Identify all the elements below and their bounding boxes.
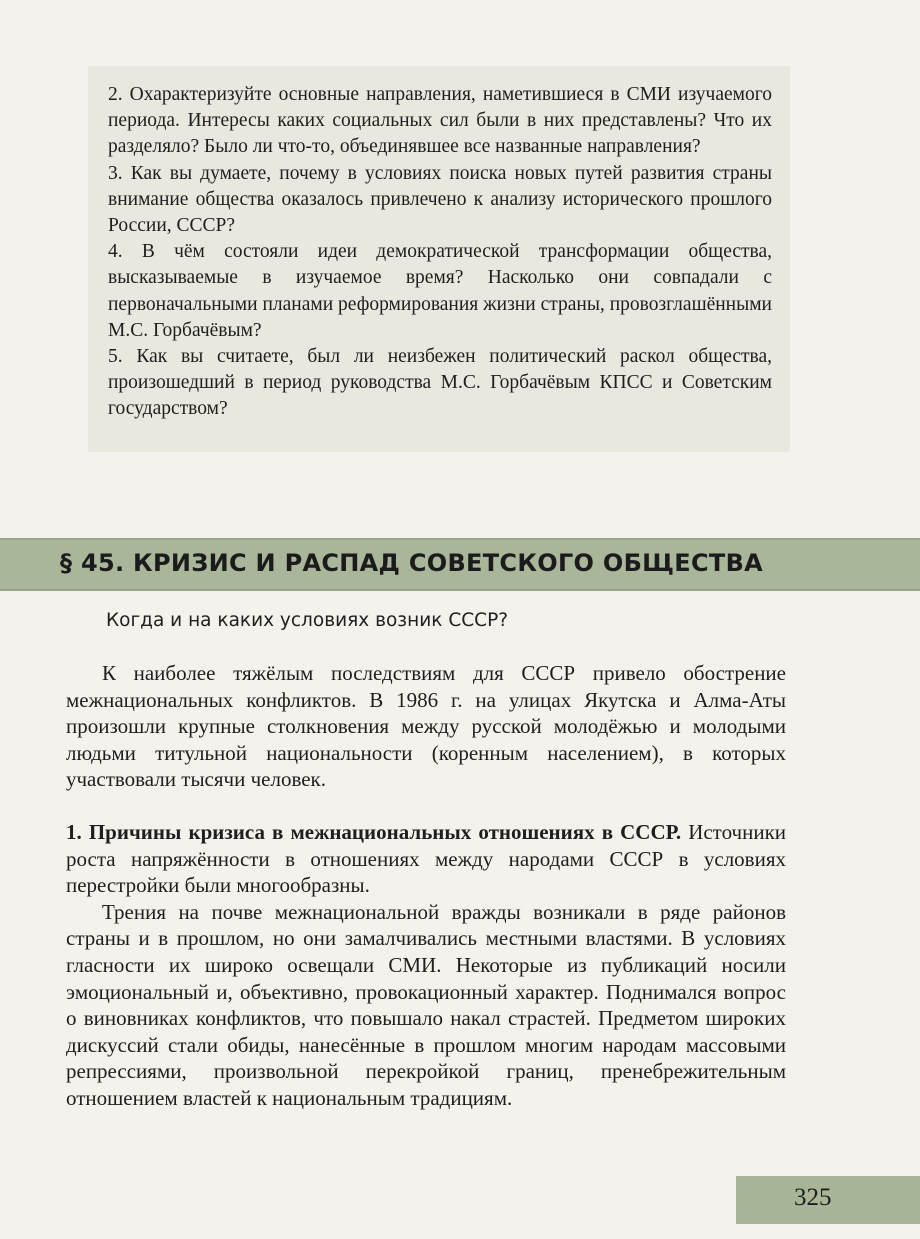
question-item: 3. Как вы думаете, почему в условиях поиска новых путей развития страны внимание общества оказалось привлечено к анализу исторического прошлого России, СССР? [108,162,772,237]
body-paragraph: Трения на почве межнациональной вражды возникали в ряде районов страны и в прошлом, но они замалчивались местными властями. В условиях гласности их широко освещали СМИ. Некоторые из публикаций носили эмоциональный и, объективно, провокационный характер. Поднимался вопрос о виновниках конфликтов, что повышало накал страстей. Предметом широких дискуссий стали обиды, нанесённые в прошлом многим народам массовыми репрессиями, произвольной перекройкой границ, пренебрежительным отношением властей к национальным традициям. [66,899,786,1110]
intro-paragraph: К наиболее тяжёлым последствиям для СССР привело обострение межнациональных конфликтов. В 1986 г. на улицах Якутска и Алма-Аты произошли крупные столкновения между русской молодёжью и молодыми людьми титульной национальности (коренным населением), в которых участвовали тысячи человек. [66,661,786,792]
page-number: 325 [794,1184,832,1211]
section-title: § 45. КРИЗИС И РАСПАД СОВЕТСКОГО ОБЩЕСТВА [60,549,764,577]
main-text [66,660,786,1112]
subsection-heading: 1. Причины кризиса в межнациональных отношениях в СССР. [66,819,682,844]
page-number-box [736,1176,920,1224]
question-item: 4. В чём состояли идеи демократической трансформации общества, высказываемые в изучаемое время? Насколько они совпадали с первоначальными планами реформирования жизни страны, провозглашёнными М.С. Горбачёвым? [108,241,772,341]
subsection-paragraph [66,819,786,899]
question-item: 2. Охарактеризуйте основные направления, наметившиеся в СМИ изучаемого периода. Интересы каких социальных сил были в них представлены? Что их разделяло? Было ли что-то, объединявшее все названные направления? [108,84,772,158]
section-header-band [0,538,920,591]
question-item: 5. Как вы считаете, был ли неизбежен политический раскол общества, произошедший в период руководства М.С. Горбачёвым КПСС и Советским государством? [108,346,772,420]
lead-question: Когда и на каких условиях возник СССР? [106,610,509,631]
review-questions-box [88,66,790,452]
subsection-text: Источники роста напряжённости в отношениях между народами СССР в условиях перестройки были многообразны. [66,819,787,898]
